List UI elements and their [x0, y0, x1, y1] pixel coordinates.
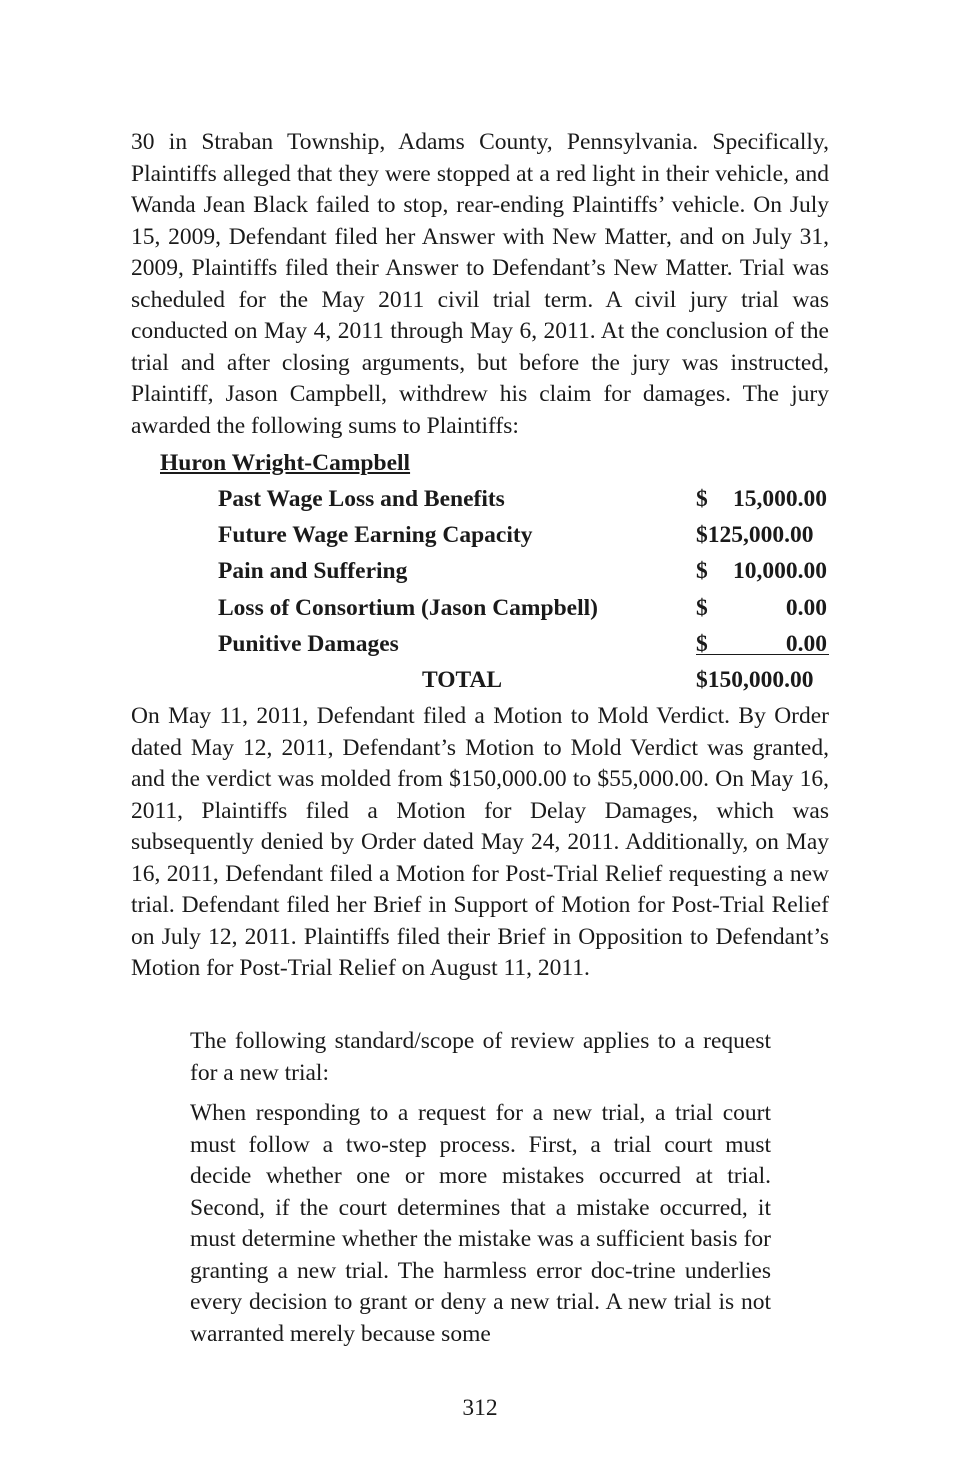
paragraph-procedural-history: On May 11, 2011, Defendant filed a Motion to Mold Verdict. By Order dated May 12, 2011, Defendant’s Motion to Mold Verdict was granted, and the verdict was molded from $150,000.00 to $55,000.00. On May 16, 2011, Plaintiffs filed a Motion for Delay Damages, which was subsequently denied by Order dated May 24, 2011. Additionally, on May 16, 2011, Defendant filed a Motion for Post-Trial Relief requesting a new trial. Defendant filed her Brief in Support of Motion for Post-Trial Relief on July 12, 2011. Plaintiffs filed their Brief in Opposition to Defendant’s Motion for Post-Trial Relief on August 11, 2011.	[131, 703, 829, 981]
damages-amount	[696, 519, 827, 551]
damages-label: Loss of Consortium (Jason Campbell)	[218, 595, 598, 621]
damages-row-pain-suffering	[218, 555, 828, 587]
damages-amount	[696, 483, 827, 515]
block-quote: When responding to a request for a new trial, a trial court must follow a two-step process. First, a trial court must decide whether one or more mistakes occurred at trial. Second, if the court determines that a mistake occurred, it must determine whether the mistake was a sufficient basis for granting a new trial. The harmless error doc-trine underlies every decision to grant or deny a new trial. A new trial is not warranted merely because some	[190, 1100, 771, 1347]
paragraph-case-background: 30 in Straban Township, Adams County, Pennsylvania. Specifically, Plaintiffs alleged that they were stopped at a red light in their vehicle, and Wanda Jean Black failed to stop, rear-ending Plaintiffs’ vehicle. On July 15, 2009, Defendant filed her Answer with New Matter, and on July 31, 2009, Plaintiffs filed their Answer to Defendant’s New Matter. Trial was scheduled for the May 2011 civil trial term. A civil jury trial was conducted on May 4, 2011 through May 6, 2011. At the conclusion of the trial and after closing arguments, but before the jury was instructed, Plaintiff, Jason Campbell, withdrew his claim for damages. The jury awarded the following sums to Plaintiffs:	[131, 129, 829, 439]
damages-total-amount: $150,000.00	[696, 667, 814, 693]
damages-amount	[696, 628, 827, 660]
damages-total-label: TOTAL	[422, 667, 503, 693]
damages-row-past-wage	[218, 483, 828, 515]
amount-value: 10,000.00	[733, 558, 827, 584]
damages-row-future-wage	[218, 519, 828, 551]
damages-label: Pain and Suffering	[218, 558, 408, 584]
amount-value: $125,000.00	[696, 522, 814, 548]
damages-row-punitive	[218, 628, 828, 660]
damages-label: Past Wage Loss and Benefits	[218, 486, 505, 512]
damages-amount	[696, 592, 827, 624]
currency-symbol: $	[696, 595, 708, 621]
quote-intro: The following standard/scope of review applies to a request for a new trial:	[190, 1028, 771, 1086]
damages-amount	[696, 555, 827, 587]
amount-value: 0.00	[785, 595, 827, 621]
currency-symbol: $	[696, 631, 708, 657]
page-number: 312	[462, 1395, 498, 1421]
damages-heading: Huron Wright-Campbell	[160, 450, 411, 476]
currency-symbol: $	[696, 558, 708, 584]
sum-underline	[696, 654, 829, 655]
damages-label: Punitive Damages	[218, 631, 399, 657]
amount-value: 15,000.00	[733, 486, 827, 512]
currency-symbol: $	[696, 486, 708, 512]
damages-row-loss-consortium	[218, 592, 828, 624]
damages-label: Future Wage Earning Capacity	[218, 522, 533, 548]
amount-value: 0.00	[785, 631, 827, 657]
